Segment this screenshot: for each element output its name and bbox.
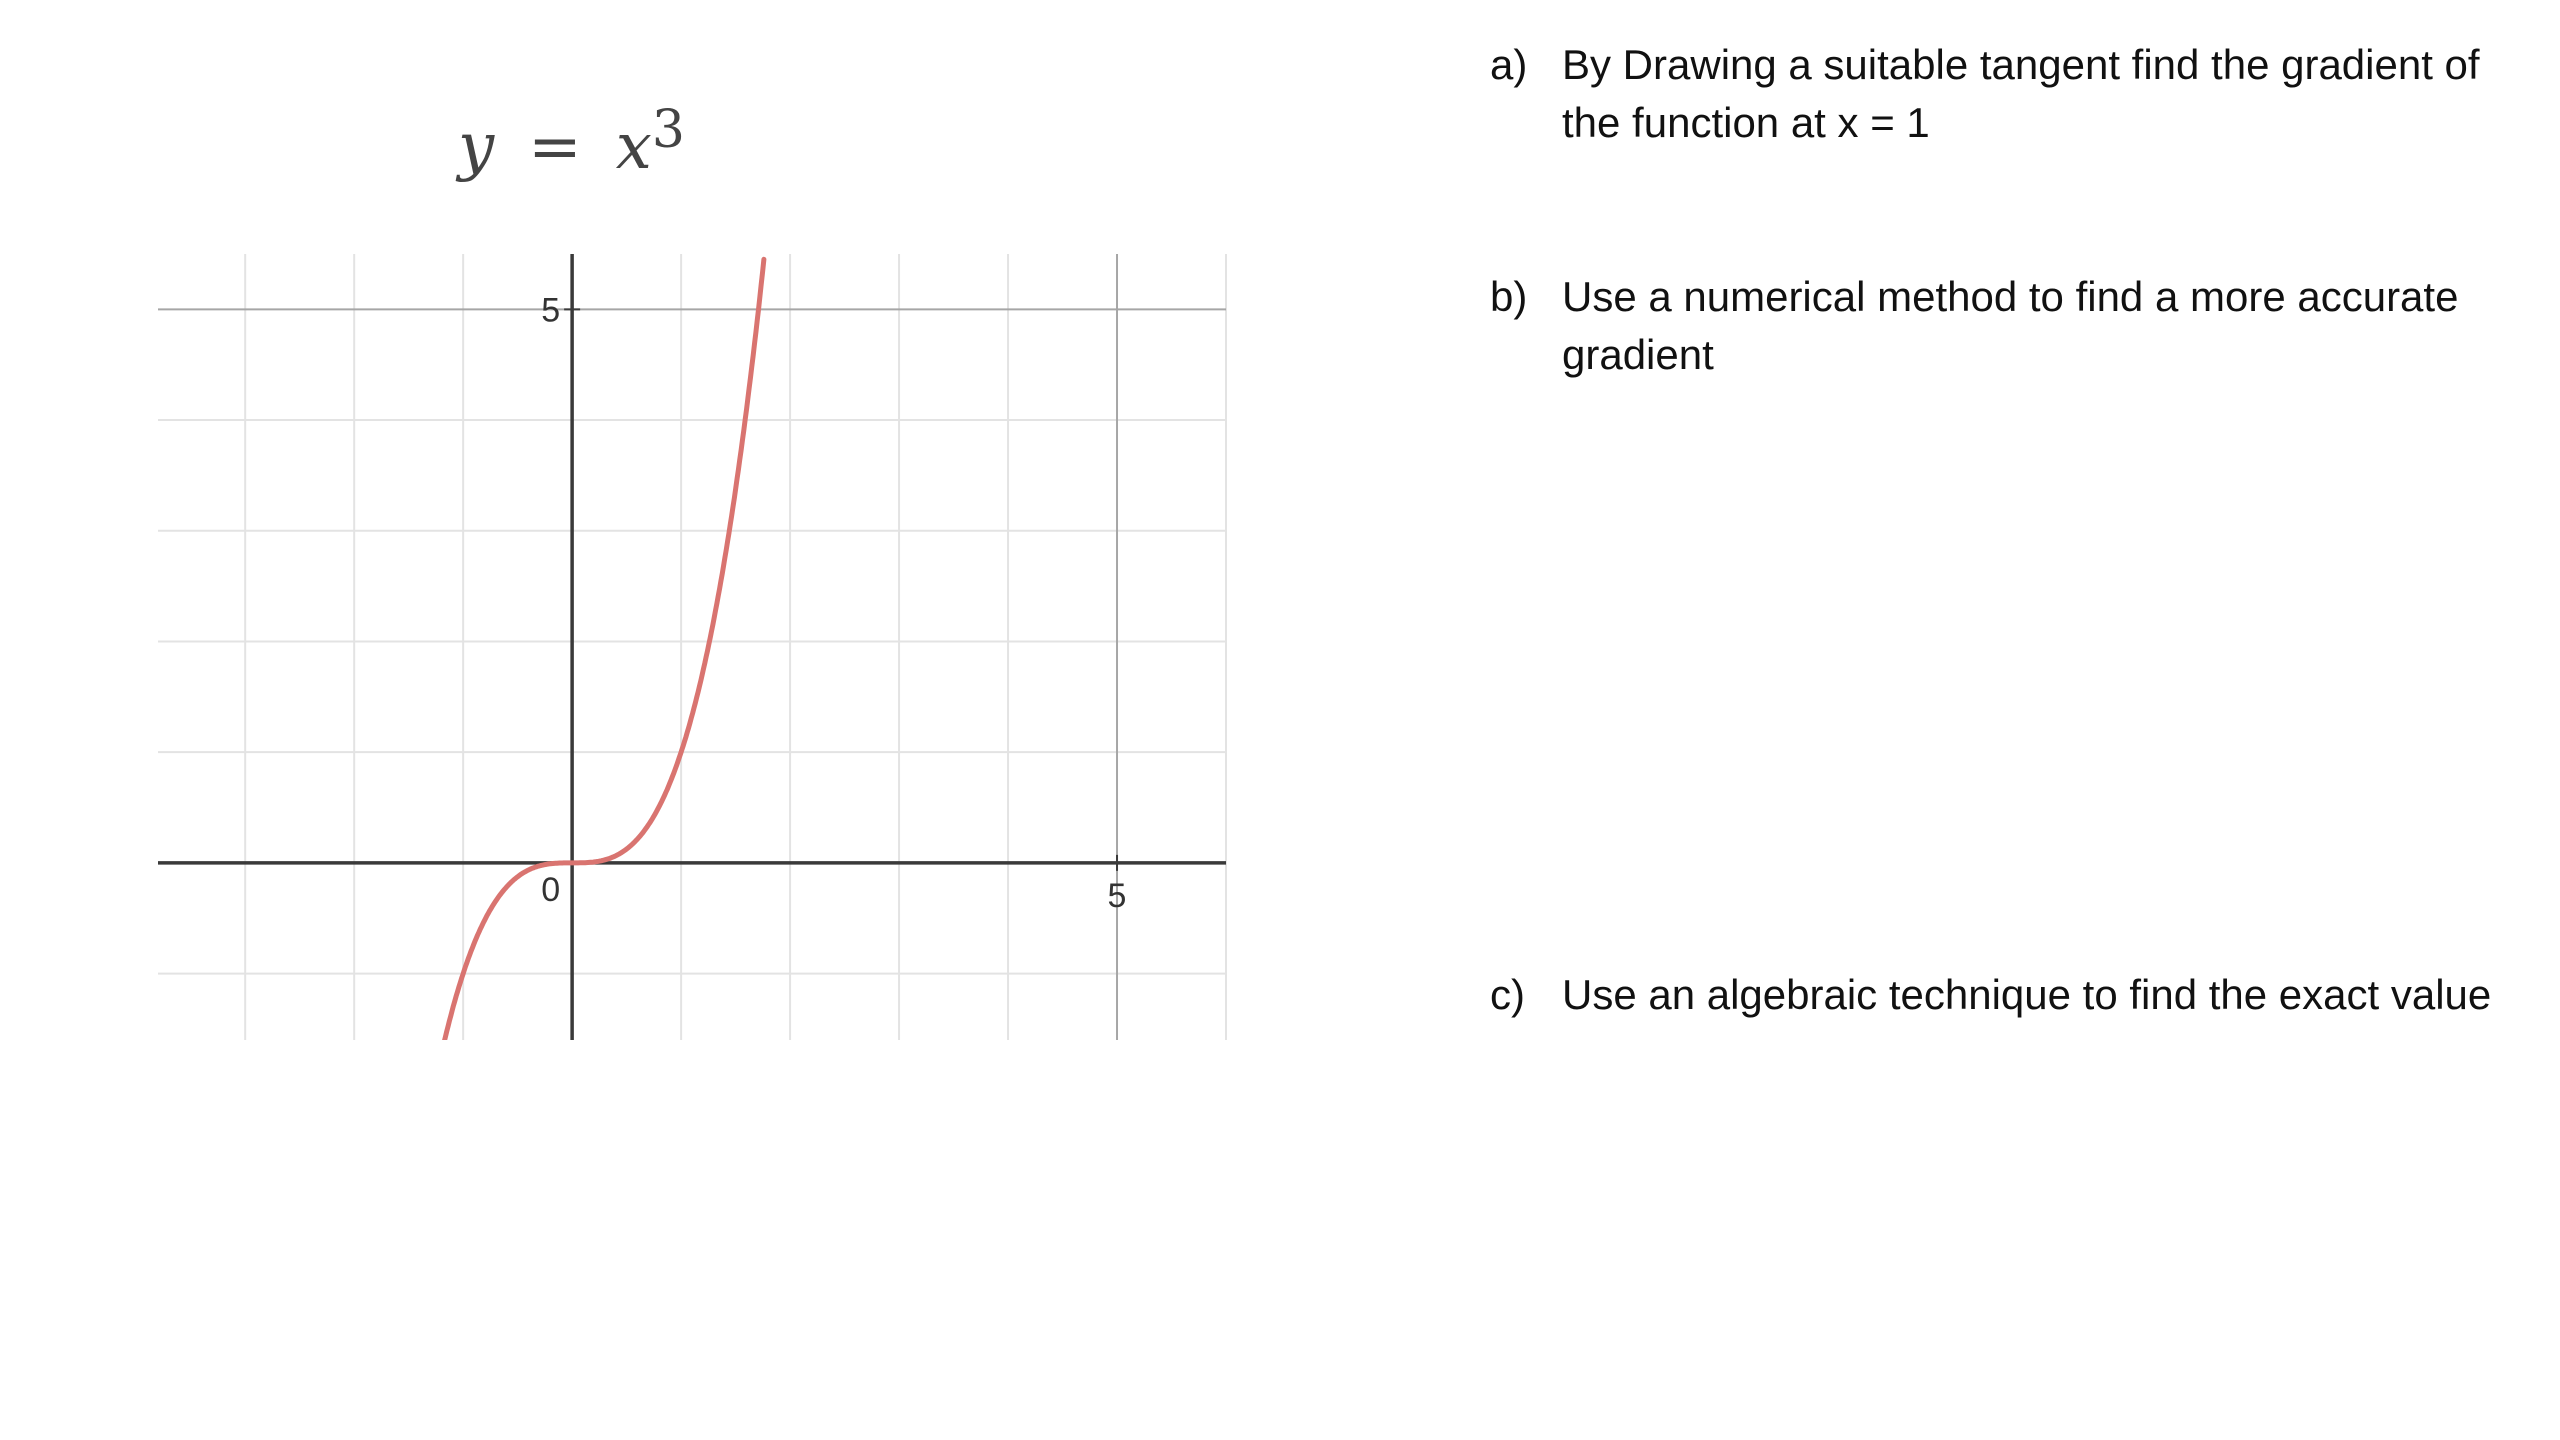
question-c-text: Use an algebraic technique to find the exact value: [1562, 971, 2492, 1018]
question-a-label: a): [1490, 41, 1528, 88]
question-a: [1490, 36, 2510, 152]
equation-equals: =: [528, 110, 582, 184]
question-c: [1490, 966, 2510, 1024]
y-tick-label: 5: [541, 291, 561, 330]
major-gridlines: [158, 254, 1226, 1040]
question-c-label: c): [1490, 971, 1525, 1018]
equation-lhs: y: [458, 110, 495, 184]
axes: [158, 254, 1226, 1040]
equation-base: x: [615, 110, 652, 184]
cubic-graph: [0, 0, 1240, 1060]
curves: [441, 259, 764, 1054]
equation-exponent: 3: [651, 100, 685, 160]
question-b-label: b): [1490, 273, 1528, 320]
cubic-curve: [441, 259, 764, 1054]
question-b-text: Use a numerical method to find a more accurate gradient: [1562, 273, 2459, 378]
question-b: [1490, 268, 2510, 384]
minor-gridlines: [158, 254, 1226, 1040]
question-a-text: By Drawing a suitable tangent find the gradient of the function at x = 1: [1562, 41, 2480, 146]
tick-labels: [541, 291, 1126, 915]
x-tick-label: 5: [1107, 876, 1127, 915]
x-tick-label: 0: [541, 870, 561, 909]
